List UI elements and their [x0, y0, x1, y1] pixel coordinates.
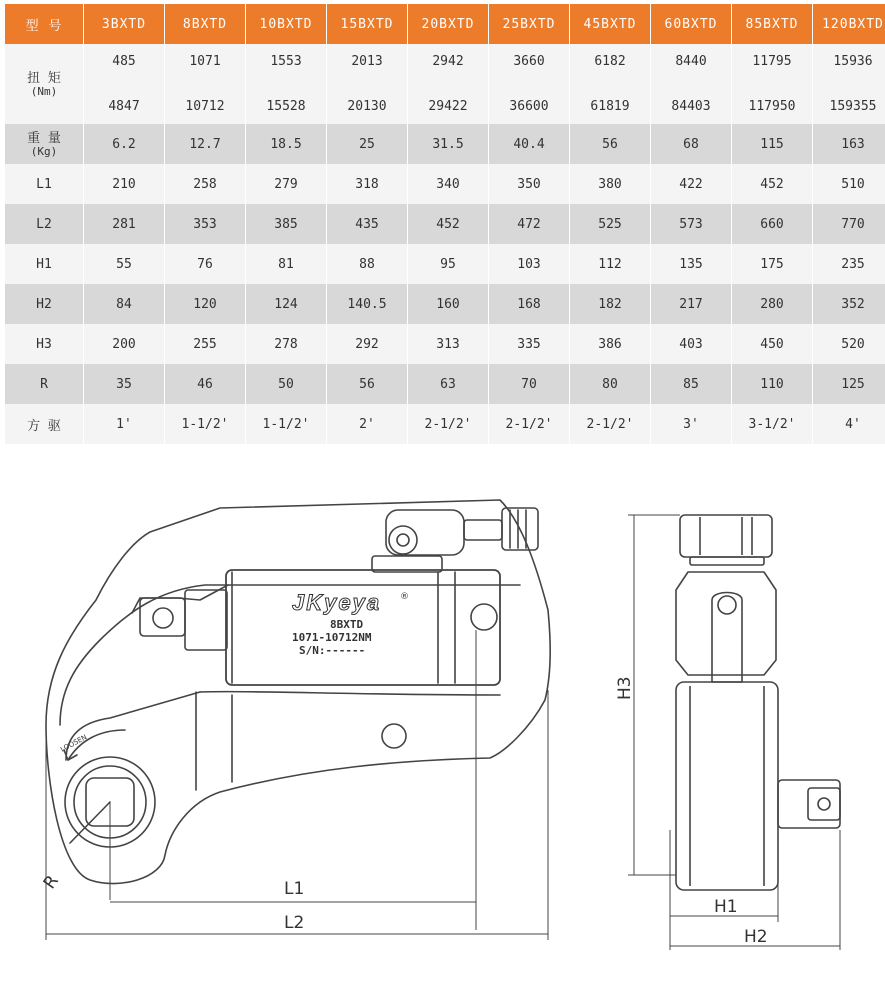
end-square-drive-tip [808, 788, 840, 820]
table-cell: 281 [84, 204, 164, 244]
table-cell: 84 [84, 284, 164, 324]
dimension-row [5, 324, 885, 364]
table-cell: 160 [408, 284, 488, 324]
table-cell: 168 [489, 284, 569, 324]
swivel-body [386, 510, 464, 555]
cylinder-end-hole [471, 604, 497, 630]
row-label: 方 驱 [5, 404, 83, 444]
weight-cell: 6.2 [84, 124, 164, 164]
coupler-neck [464, 520, 502, 540]
table-cell: 55 [84, 244, 164, 284]
table-cell: 313 [408, 324, 488, 364]
table-cell: 403 [651, 324, 731, 364]
l2-label: L2 [284, 913, 305, 933]
swivel-joint [389, 526, 417, 554]
table-cell: 770 [813, 204, 885, 244]
torque-cell: 485 4847 [84, 44, 164, 124]
table-cell: 278 [246, 324, 326, 364]
end-coupler-collar [690, 557, 764, 565]
table-cell: 452 [408, 204, 488, 244]
model-cell: 15BXTD [327, 4, 407, 44]
table-cell: 135 [651, 244, 731, 284]
weight-label: 重 量 (Kg) [5, 124, 83, 164]
weight-cell: 40.4 [489, 124, 569, 164]
end-main-body [676, 682, 778, 890]
dimension-row [5, 204, 885, 244]
torque-cell: 2942 29422 [408, 44, 488, 124]
weight-cell: 25 [327, 124, 407, 164]
weight-cell: 68 [651, 124, 731, 164]
torque-cell: 11795 117950 [732, 44, 812, 124]
table-cell: 450 [732, 324, 812, 364]
table-cell: 352 [813, 284, 885, 324]
row-label: R [5, 364, 83, 404]
torque-cell: 3660 36600 [489, 44, 569, 124]
table-cell: 81 [246, 244, 326, 284]
end-coupler-nut [680, 515, 772, 557]
torque-row [5, 44, 885, 124]
table-cell: 175 [732, 244, 812, 284]
model-cell: 8BXTD [165, 4, 245, 44]
torque-label: 扭 矩 (Nm) [5, 44, 83, 124]
swivel-joint-inner [397, 534, 409, 546]
table-cell: 520 [813, 324, 885, 364]
model-cell: 45BXTD [570, 4, 650, 44]
table-cell: 200 [84, 324, 164, 364]
row-label: L1 [5, 164, 83, 204]
model-cell: 25BXTD [489, 4, 569, 44]
model-cell: 120BXTD [813, 4, 885, 44]
table-cell: 452 [732, 164, 812, 204]
table-cell: 76 [165, 244, 245, 284]
row-label: H2 [5, 284, 83, 324]
torque-cell: 8440 84403 [651, 44, 731, 124]
weight-cell: 18.5 [246, 124, 326, 164]
table-cell: 380 [570, 164, 650, 204]
model-label: 8BXTD [330, 618, 364, 631]
loosen-label: LOOSEN [59, 733, 89, 754]
l1-label: L1 [284, 879, 305, 899]
model-cell: 85BXTD [732, 4, 812, 44]
weight-cell: 12.7 [165, 124, 245, 164]
torque-cell: 6182 61819 [570, 44, 650, 124]
table-cell: 46 [165, 364, 245, 404]
model-cell: 60BXTD [651, 4, 731, 44]
table-cell: 258 [165, 164, 245, 204]
model-cell: 10BXTD [246, 4, 326, 44]
table-cell: 1-1/2' [246, 404, 326, 444]
table-cell: 660 [732, 204, 812, 244]
wrench-inner-line [66, 692, 200, 760]
table-cell: 255 [165, 324, 245, 364]
wrench-drawing [0, 460, 885, 983]
range-label: 1071-10712NM [292, 631, 372, 644]
row-label: H3 [5, 324, 83, 364]
torque-cell: 1553 15528 [246, 44, 326, 124]
table-cell: 95 [408, 244, 488, 284]
table-cell: 112 [570, 244, 650, 284]
wrench-inner-line [60, 585, 520, 725]
h3-label: H3 [615, 676, 635, 700]
dimension-row [5, 244, 885, 284]
table-cell: 340 [408, 164, 488, 204]
table-cell: 472 [489, 204, 569, 244]
table-cell: 353 [165, 204, 245, 244]
table-cell: 1-1/2' [165, 404, 245, 444]
wrench-inner-line [200, 692, 500, 695]
table-cell: 80 [570, 364, 650, 404]
serial-label: S/N:------ [299, 644, 366, 657]
dimension-rows [5, 164, 885, 444]
end-link-body [676, 572, 776, 675]
h1-label: H1 [714, 897, 738, 917]
table-cell: 56 [327, 364, 407, 404]
table-cell: 525 [570, 204, 650, 244]
row-label: L2 [5, 204, 83, 244]
table-cell: 3' [651, 404, 731, 444]
table-cell: 318 [327, 164, 407, 204]
table-cell: 350 [489, 164, 569, 204]
end-link-inner [712, 593, 742, 683]
table-cell: 125 [813, 364, 885, 404]
table-cell: 4' [813, 404, 885, 444]
weight-row [5, 124, 885, 164]
dimension-row [5, 284, 885, 324]
brand-logo: JKyeya [292, 590, 382, 615]
row-label: H1 [5, 244, 83, 284]
table-cell: 335 [489, 324, 569, 364]
table-cell: 103 [489, 244, 569, 284]
table-cell: 63 [408, 364, 488, 404]
table-cell: 386 [570, 324, 650, 364]
table-cell: 2-1/2' [570, 404, 650, 444]
table-cell: 210 [84, 164, 164, 204]
end-square-drive-hole [818, 798, 830, 810]
table-cell: 70 [489, 364, 569, 404]
torque-cell: 2013 20130 [327, 44, 407, 124]
dimension-row [5, 364, 885, 404]
registered-mark: ® [400, 592, 409, 602]
h2-label: H2 [744, 927, 768, 947]
table-cell: 85 [651, 364, 731, 404]
weight-cell: 115 [732, 124, 812, 164]
table-cell: 3-1/2' [732, 404, 812, 444]
table-cell: 435 [327, 204, 407, 244]
table-cell: 292 [327, 324, 407, 364]
torque-cell: 15936 159355 [813, 44, 885, 124]
table-cell: 50 [246, 364, 326, 404]
table-cell: 510 [813, 164, 885, 204]
table-cell: 279 [246, 164, 326, 204]
dimension-row [5, 404, 885, 444]
r-label: R [39, 871, 63, 893]
weight-cell: 163 [813, 124, 885, 164]
table-cell: 140.5 [327, 284, 407, 324]
weight-cell: 31.5 [408, 124, 488, 164]
spec-table [4, 4, 885, 444]
table-cell: 2' [327, 404, 407, 444]
table-cell: 124 [246, 284, 326, 324]
table-cell: 2-1/2' [489, 404, 569, 444]
torque-cell: 1071 10712 [165, 44, 245, 124]
table-cell: 280 [732, 284, 812, 324]
table-cell: 235 [813, 244, 885, 284]
table-cell: 1' [84, 404, 164, 444]
model-cell: 3BXTD [84, 4, 164, 44]
end-link-pin [718, 596, 736, 614]
table-cell: 88 [327, 244, 407, 284]
reaction-arm-hole [153, 608, 173, 628]
table-cell: 2-1/2' [408, 404, 488, 444]
body-hole [382, 724, 406, 748]
model-header: 型 号 [5, 4, 83, 44]
table-cell: 182 [570, 284, 650, 324]
table-cell: 385 [246, 204, 326, 244]
table-cell: 110 [732, 364, 812, 404]
dimension-row [5, 164, 885, 204]
table-cell: 217 [651, 284, 731, 324]
table-cell: 120 [165, 284, 245, 324]
header-row [5, 4, 885, 44]
table-cell: 422 [651, 164, 731, 204]
model-cell: 20BXTD [408, 4, 488, 44]
table-cell: 35 [84, 364, 164, 404]
weight-cell: 56 [570, 124, 650, 164]
table-cell: 573 [651, 204, 731, 244]
